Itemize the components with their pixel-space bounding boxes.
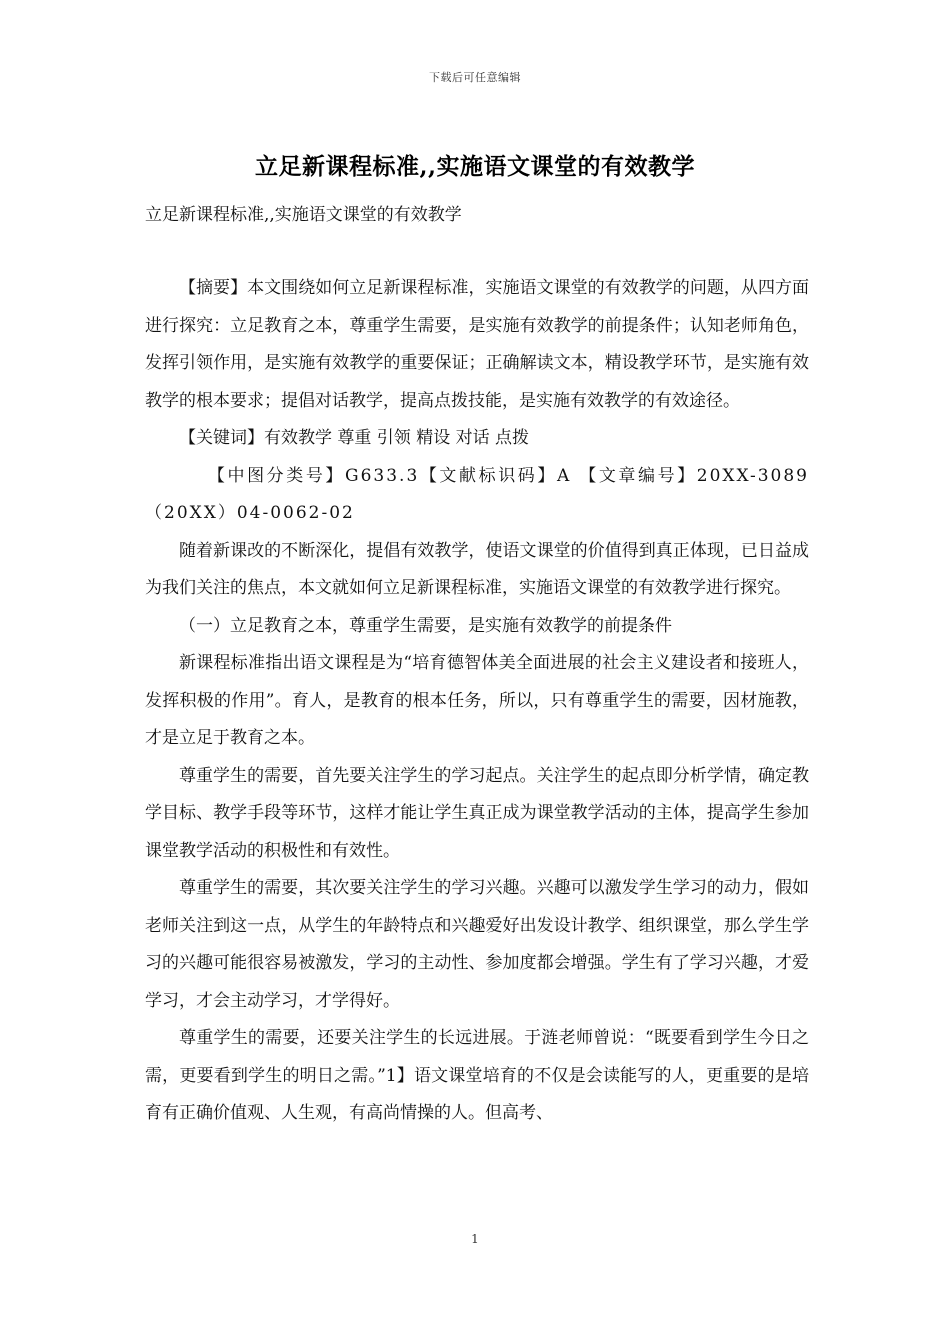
abstract-paragraph: 【摘要】本文围绕如何立足新课程标准，实施语文课堂的有效教学的问题，从四方面进行探究：立足教育之本，尊重学生需要，是实施有效教学的前提条件；认知老师角色，发挥引领作用，是实施有效教学的重要保证；正确解读文本，精设教学环节，是实施有效教学的根本要求；提倡对话教学，提高点拨技能，是实施有效教学的有效途径。 xyxy=(145,278,809,411)
page-number: 1 xyxy=(471,1232,479,1246)
classification-paragraph: 【中图分类号】G633.3【文献标识码】A 【文章编号】20XX-3089（20XX）04-0062-02 xyxy=(145,465,809,523)
document-title: 立足新课程标准,,实施语文课堂的有效教学 xyxy=(254,153,695,180)
page-header: 下载后可任意编辑 xyxy=(429,71,521,84)
body-paragraph: 尊重学生的需要，还要关注学生的长远进展。于涟老师曾说：“既要看到学生今日之需，更要看到学生的明日之需。”1】语文课堂培育的不仅是会读能写的人，更重要的是培育有正确价值观、人生观，有高尚情操的人。但高考、 xyxy=(145,1028,809,1123)
body-paragraph: 尊重学生的需要，首先要关注学生的学习起点。关注学生的起点即分析学情，确定教学目标、教学手段等环节，这样才能让学生真正成为课堂教学活动的主体，提高学生参加课堂教学活动的积极性和有效性。 xyxy=(145,765,809,861)
document-subtitle: 立足新课程标准,,实施语文课堂的有效教学 xyxy=(145,205,462,225)
body-paragraph: 尊重学生的需要，其次要关注学生的学习兴趣。兴趣可以激发学生学习的动力，假如老师关注到这一点，从学生的年龄特点和兴趣爱好出发设计教学、组织课堂，那么学生学习的兴趣可能很容易被激发，学习的主动性、参加度都会增强。学生有了学习兴趣，才爱学习，才会主动学习，才学得好。 xyxy=(145,878,809,1011)
body-paragraph: 新课程标准指出语文课程是为“培育德智体美全面进展的社会主义建设者和接班人，发挥积极的作用”。育人，是教育的根本任务，所以，只有尊重学生的需要，因材施教，才是立足于教育之本。 xyxy=(145,653,809,748)
section-heading: （一）立足教育之本，尊重学生需要，是实施有效教学的前提条件 xyxy=(179,615,672,636)
keywords-paragraph: 【关键词】有效教学 尊重 引领 精设 对话 点拨 xyxy=(179,428,530,448)
document-body xyxy=(145,270,809,1133)
body-paragraph: 随着新课改的不断深化，提倡有效教学，使语文课堂的价值得到真正体现，已日益成为我们关注的焦点，本文就如何立足新课程标准，实施语文课堂的有效教学进行探究。 xyxy=(145,540,809,598)
